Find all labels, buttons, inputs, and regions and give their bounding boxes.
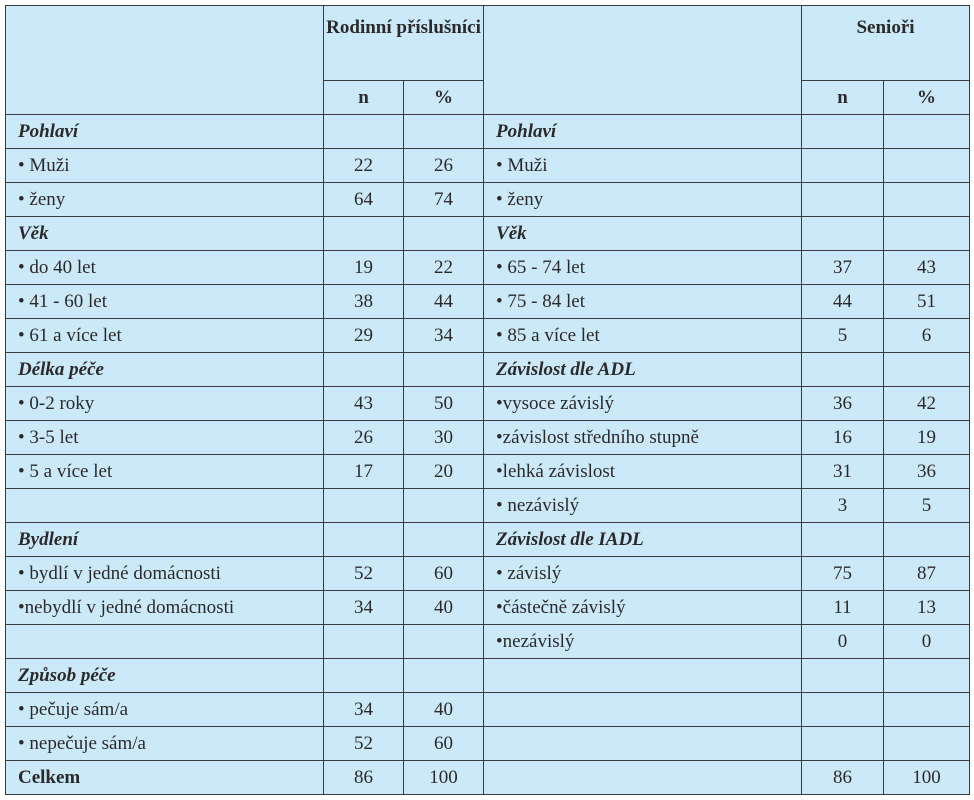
family-pct-cell	[404, 353, 484, 387]
seniors-n-header: n	[802, 81, 884, 115]
seniors-pct-cell: 19	[884, 421, 970, 455]
seniors-pct-cell	[884, 693, 970, 727]
family-pct-cell: 50	[404, 387, 484, 421]
table-body	[6, 6, 970, 795]
right-label-cell: Závislost dle ADL	[484, 353, 802, 387]
family-n-cell: 52	[324, 727, 404, 761]
family-pct-cell: 30	[404, 421, 484, 455]
right-label-cell: •částečně závislý	[484, 591, 802, 625]
seniors-n-cell	[802, 353, 884, 387]
table-row	[6, 591, 970, 625]
left-label-cell: • ženy	[6, 183, 324, 217]
seniors-pct-cell	[884, 183, 970, 217]
seniors-pct-cell: 42	[884, 387, 970, 421]
family-pct-cell: 40	[404, 591, 484, 625]
family-pct-cell	[404, 115, 484, 149]
left-label-cell: • 5 a více let	[6, 455, 324, 489]
seniors-n-cell: 36	[802, 387, 884, 421]
seniors-n-cell: 5	[802, 319, 884, 353]
seniors-pct-cell: 5	[884, 489, 970, 523]
left-label-cell: Celkem	[6, 761, 324, 795]
seniors-pct-cell	[884, 727, 970, 761]
family-pct-cell: 100	[404, 761, 484, 795]
left-label-cell	[6, 625, 324, 659]
family-pct-cell: 34	[404, 319, 484, 353]
right-label-cell: •závislost středního stupně	[484, 421, 802, 455]
right-label-cell	[484, 659, 802, 693]
right-label-cell	[484, 693, 802, 727]
seniors-pct-cell	[884, 149, 970, 183]
seniors-pct-cell: 87	[884, 557, 970, 591]
seniors-pct-cell	[884, 523, 970, 557]
family-pct-cell: 74	[404, 183, 484, 217]
seniors-n-cell: 31	[802, 455, 884, 489]
family-n-cell: 38	[324, 285, 404, 319]
family-n-cell	[324, 217, 404, 251]
seniors-n-cell	[802, 659, 884, 693]
family-n-cell: 19	[324, 251, 404, 285]
family-n-cell: 86	[324, 761, 404, 795]
family-pct-cell	[404, 625, 484, 659]
right-label-cell: • závislý	[484, 557, 802, 591]
table-row	[6, 353, 970, 387]
family-n-cell	[324, 523, 404, 557]
seniors-n-cell	[802, 523, 884, 557]
family-pct-cell: 26	[404, 149, 484, 183]
family-pct-cell: 60	[404, 727, 484, 761]
seniors-pct-cell: 36	[884, 455, 970, 489]
seniors-n-cell: 16	[802, 421, 884, 455]
family-pct-cell: 22	[404, 251, 484, 285]
right-label-cell: • ženy	[484, 183, 802, 217]
seniors-header: Senioři	[802, 6, 970, 81]
family-pct-cell: 60	[404, 557, 484, 591]
table-row	[6, 659, 970, 693]
left-label-cell: • nepečuje sám/a	[6, 727, 324, 761]
table-row	[6, 625, 970, 659]
table-row	[6, 557, 970, 591]
family-members-header: Rodinní příslušníci	[324, 6, 484, 81]
header-blank-left	[6, 6, 324, 115]
right-label-cell: Věk	[484, 217, 802, 251]
seniors-n-cell	[802, 693, 884, 727]
left-label-cell: Věk	[6, 217, 324, 251]
seniors-n-cell: 0	[802, 625, 884, 659]
right-label-cell: Závislost dle IADL	[484, 523, 802, 557]
family-n-cell: 34	[324, 693, 404, 727]
family-n-cell: 17	[324, 455, 404, 489]
seniors-n-cell: 11	[802, 591, 884, 625]
family-n-cell	[324, 625, 404, 659]
family-pct-cell	[404, 523, 484, 557]
family-pct-cell	[404, 217, 484, 251]
left-label-cell: • do 40 let	[6, 251, 324, 285]
right-label-cell: • 75 - 84 let	[484, 285, 802, 319]
table-row	[6, 251, 970, 285]
right-label-cell: • Muži	[484, 149, 802, 183]
seniors-pct-cell: 100	[884, 761, 970, 795]
seniors-n-cell: 37	[802, 251, 884, 285]
seniors-pct-header: %	[884, 81, 970, 115]
left-label-cell	[6, 489, 324, 523]
table-row	[6, 217, 970, 251]
seniors-n-cell: 86	[802, 761, 884, 795]
family-pct-cell	[404, 489, 484, 523]
seniors-n-cell	[802, 217, 884, 251]
family-n-cell	[324, 489, 404, 523]
left-label-cell: • bydlí v jedné domácnosti	[6, 557, 324, 591]
seniors-pct-cell: 0	[884, 625, 970, 659]
right-label-cell: • nezávislý	[484, 489, 802, 523]
family-n-cell: 22	[324, 149, 404, 183]
header-blank-right	[484, 6, 802, 115]
left-label-cell: • 61 a více let	[6, 319, 324, 353]
left-label-cell: Bydlení	[6, 523, 324, 557]
seniors-n-cell	[802, 183, 884, 217]
right-label-cell: •lehká závislost	[484, 455, 802, 489]
seniors-n-cell	[802, 149, 884, 183]
table-row	[6, 149, 970, 183]
family-n-cell: 64	[324, 183, 404, 217]
table-row	[6, 285, 970, 319]
left-label-cell: • 3-5 let	[6, 421, 324, 455]
table-row	[6, 319, 970, 353]
family-n-cell: 29	[324, 319, 404, 353]
family-pct-cell: 20	[404, 455, 484, 489]
family-n-cell	[324, 115, 404, 149]
seniors-n-cell	[802, 115, 884, 149]
left-label-cell: • pečuje sám/a	[6, 693, 324, 727]
left-label-cell: • 0-2 roky	[6, 387, 324, 421]
right-label-cell: •nezávislý	[484, 625, 802, 659]
table-row	[6, 183, 970, 217]
family-n-cell: 52	[324, 557, 404, 591]
family-pct-cell	[404, 659, 484, 693]
table-row	[6, 455, 970, 489]
seniors-pct-cell: 6	[884, 319, 970, 353]
left-label-cell: •nebydlí v jedné domácnosti	[6, 591, 324, 625]
seniors-n-cell: 75	[802, 557, 884, 591]
left-label-cell: Způsob péče	[6, 659, 324, 693]
left-label-cell: • Muži	[6, 149, 324, 183]
seniors-pct-cell	[884, 353, 970, 387]
left-label-cell: • 41 - 60 let	[6, 285, 324, 319]
right-label-cell	[484, 761, 802, 795]
right-label-cell: •vysoce závislý	[484, 387, 802, 421]
left-label-cell: Pohlaví	[6, 115, 324, 149]
family-pct-header: %	[404, 81, 484, 115]
family-n-cell: 34	[324, 591, 404, 625]
right-label-cell: • 65 - 74 let	[484, 251, 802, 285]
left-label-cell: Délka péče	[6, 353, 324, 387]
family-pct-cell: 40	[404, 693, 484, 727]
family-pct-cell: 44	[404, 285, 484, 319]
seniors-pct-cell: 13	[884, 591, 970, 625]
table-row	[6, 761, 970, 795]
right-label-cell: • 85 a více let	[484, 319, 802, 353]
right-label-cell: Pohlaví	[484, 115, 802, 149]
table-row	[6, 727, 970, 761]
family-n-cell	[324, 659, 404, 693]
family-n-cell: 43	[324, 387, 404, 421]
table-row	[6, 523, 970, 557]
seniors-pct-cell	[884, 115, 970, 149]
seniors-n-cell: 3	[802, 489, 884, 523]
seniors-pct-cell	[884, 659, 970, 693]
family-n-cell: 26	[324, 421, 404, 455]
family-n-header: n	[324, 81, 404, 115]
seniors-pct-cell	[884, 217, 970, 251]
seniors-pct-cell: 43	[884, 251, 970, 285]
table-row	[6, 489, 970, 523]
table-row	[6, 387, 970, 421]
table-row	[6, 693, 970, 727]
seniors-n-cell	[802, 727, 884, 761]
seniors-pct-cell: 51	[884, 285, 970, 319]
seniors-n-cell: 44	[802, 285, 884, 319]
family-n-cell	[324, 353, 404, 387]
header-row	[6, 6, 970, 81]
right-label-cell	[484, 727, 802, 761]
table-row	[6, 115, 970, 149]
table-row	[6, 421, 970, 455]
demographics-table	[5, 5, 970, 795]
